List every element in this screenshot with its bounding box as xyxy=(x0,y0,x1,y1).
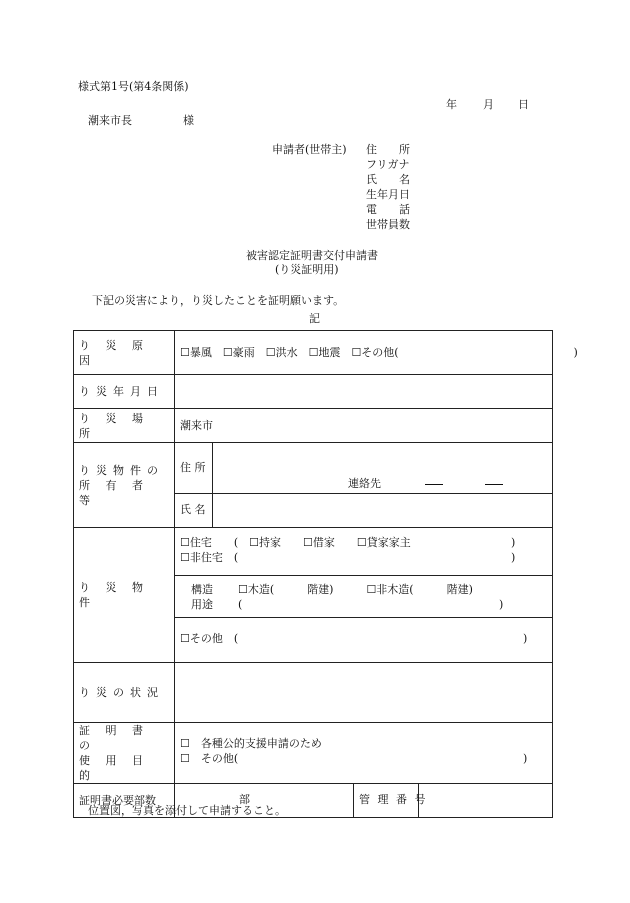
owner-cell xyxy=(175,443,553,528)
date-label: り災年月日 xyxy=(74,375,175,409)
cause-options[interactable]: ☐暴風 ☐豪雨 ☐洪水 ☐地震 ☐その他( xyxy=(180,346,399,359)
applicant-field-birthdate: 生年月日 xyxy=(366,188,410,201)
purpose-label-cell xyxy=(74,723,175,784)
applicant-field-household: 世帯員数 xyxy=(366,218,410,231)
row-cause xyxy=(74,331,553,375)
owner-name-label: 氏 名 xyxy=(180,503,206,516)
row-date xyxy=(74,375,553,409)
property-cell xyxy=(175,528,553,663)
application-table xyxy=(73,330,578,818)
row-property xyxy=(74,528,553,663)
structure-options[interactable]: ☐木造( 階建) ☐非木造( 階建) xyxy=(238,583,473,596)
applicant-field-address: 住 所 xyxy=(366,143,410,156)
use-open[interactable]: ( xyxy=(238,598,243,611)
ki-label: 記 xyxy=(309,312,320,325)
property-other[interactable]: ☐その他 ( xyxy=(180,632,239,645)
applicant-field-name: 氏 名 xyxy=(366,173,410,186)
property-label: り 災 物 件 xyxy=(74,528,175,663)
use-label: 用途 xyxy=(191,598,213,611)
cause-options-cell[interactable]: ☐暴風 ☐豪雨 ☐洪水 ☐地震 ☐その他( ) xyxy=(175,331,553,375)
applicant-label: 申請者(世帯主) xyxy=(272,143,347,156)
row-owner xyxy=(74,443,553,528)
purpose-label-line1: 証 明 書 の xyxy=(79,724,149,752)
row-place xyxy=(74,409,553,443)
property-house-line1[interactable]: ☐住宅 ( ☐持家 ☐借家 ☐貸家家主 xyxy=(180,536,411,549)
applicant-field-furigana: フリガナ xyxy=(366,158,410,171)
purpose-option-2[interactable]: ☐ その他( xyxy=(180,752,239,765)
situation-input-cell[interactable] xyxy=(175,663,553,723)
use-close: ) xyxy=(499,598,504,611)
property-other-close: ) xyxy=(523,632,528,645)
property-house-line2[interactable]: ☐非住宅 ( xyxy=(180,551,239,564)
date-day: 日 xyxy=(518,98,529,111)
purpose-option-1[interactable]: ☐ 各種公的支援申請のため xyxy=(180,737,322,750)
owner-name-input[interactable] xyxy=(213,494,552,527)
applicant-field-phone: 電 話 xyxy=(366,203,410,216)
mgmt-number-input[interactable] xyxy=(419,784,552,817)
honorific: 様 xyxy=(183,114,194,127)
row-purpose xyxy=(74,723,553,784)
date-year: 年 xyxy=(446,98,457,111)
intro-text: 下記の災害により，り災したことを証明願います。 xyxy=(92,294,345,307)
addressee: 潮来市長 xyxy=(88,114,132,127)
situation-label: り災の状況 xyxy=(74,663,175,723)
owner-address-input[interactable] xyxy=(213,443,552,493)
purpose-label-line2: 使 用 目 的 xyxy=(79,754,149,782)
owner-label-cell xyxy=(74,443,175,528)
cause-label: り 災 原 因 xyxy=(74,331,175,375)
date-input-cell[interactable] xyxy=(175,375,553,409)
date-month: 月 xyxy=(483,98,494,111)
row-situation xyxy=(74,663,553,723)
place-input-cell[interactable]: 潮来市 xyxy=(175,409,553,443)
document-subtitle: (り災証明用) xyxy=(275,263,339,276)
owner-label-line1: り災物件の xyxy=(79,463,164,477)
owner-address-label: 住 所 xyxy=(180,461,206,474)
purpose-close: ) xyxy=(523,752,528,765)
document-title: 被害認定証明書交付申請書 xyxy=(246,249,378,262)
owner-label-line2: 所 有 者 等 xyxy=(79,478,149,507)
copies-label: 証明書必要部数 xyxy=(74,784,175,818)
owner-contact-label: 連絡先 xyxy=(348,477,381,490)
footer-note: 位置図，写真を添付して申請すること。 xyxy=(88,804,286,817)
copies-unit: 部 xyxy=(239,793,250,806)
property-house-close1: ) xyxy=(511,536,516,549)
form-number: 様式第1号(第4条関係) xyxy=(78,80,189,93)
property-house-close2: ) xyxy=(511,551,516,564)
mgmt-number-label: 管 理 番 号 xyxy=(359,793,428,806)
purpose-cell xyxy=(175,723,553,784)
structure-label: 構造 xyxy=(191,583,213,596)
place-label: り 災 場 所 xyxy=(74,409,175,443)
